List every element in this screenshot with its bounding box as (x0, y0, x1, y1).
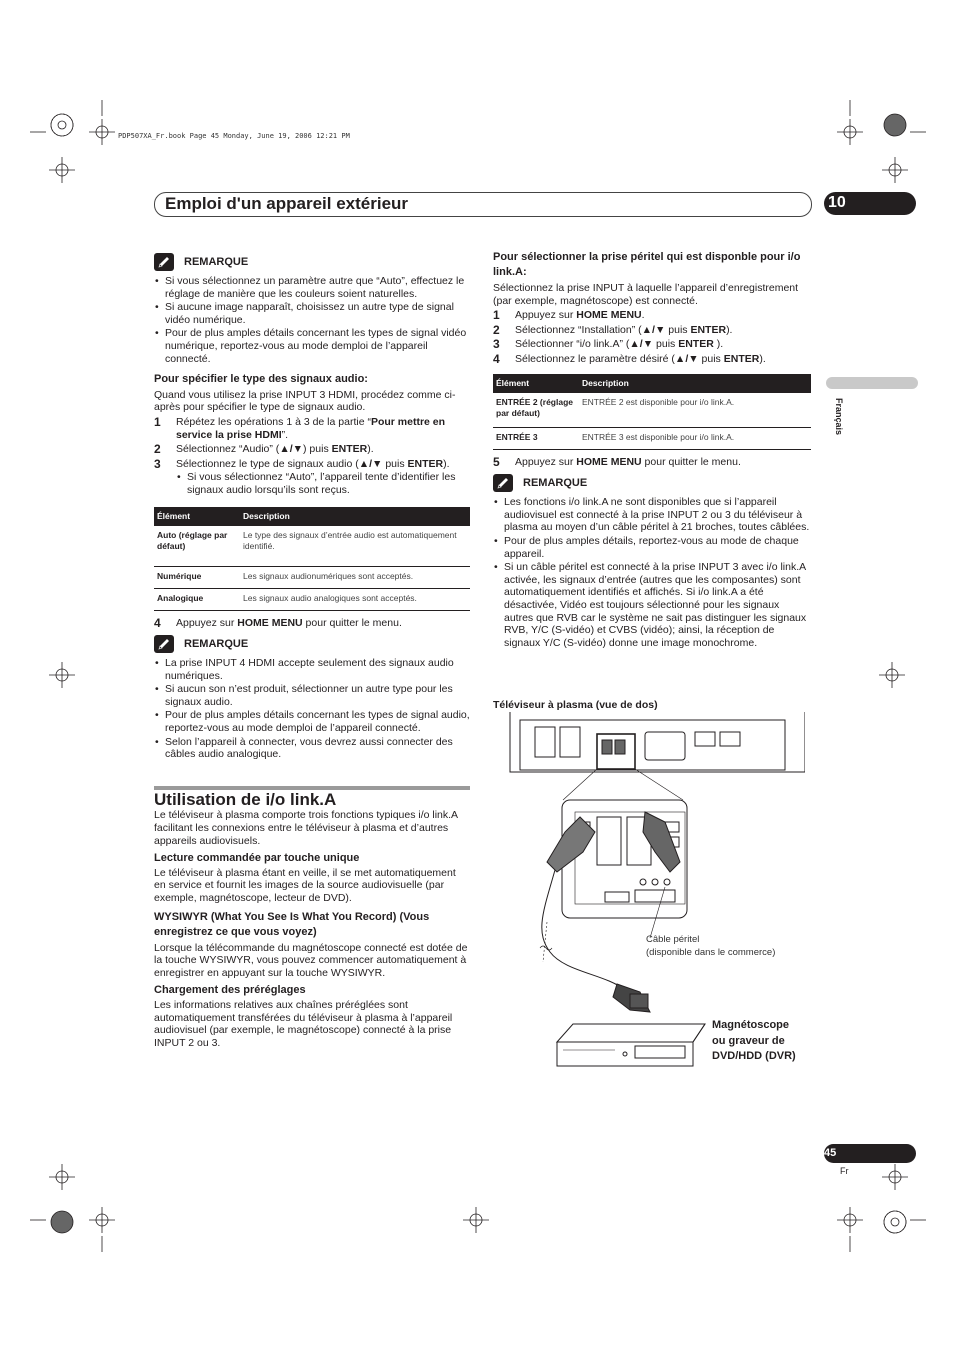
list-item: • Si aucune image napparaît, choisissez un autre type de signal vidéo numérique. (154, 301, 470, 326)
step-text-mid: puis (382, 457, 408, 470)
pencil-icon (154, 253, 174, 271)
step (154, 416, 470, 441)
step (493, 456, 811, 469)
list-item: • Si vous sélectionnez un paramètre autre que “Auto”, effectuez le réglage de manière que les couleurs soient naturelles. (154, 275, 470, 300)
step-text-mid: ) puis (303, 443, 332, 456)
step-text-mid: puis (665, 323, 691, 336)
step-text (176, 617, 470, 630)
scart-heading: Pour sélectionner la prise péritel qui est disponble pour i/o link.A: (493, 251, 801, 278)
arrow-keys-icon: ▲/▼ (641, 323, 666, 336)
feature-text: Les informations relatives aux chaînes préréglées sont automatiquement transférées du téléviseur à plasma à l’appareil audiovisuel (par exemple, le magnétoscope) connecté à la prise INPUT 2 ou 3. (154, 998, 453, 1049)
arrow-keys-icon: ▲/▼ (674, 352, 699, 365)
feature-title: Lecture commandée par touche unique (154, 852, 360, 865)
step-text-a: Répétez les opérations 1 à 3 de la partie “ (176, 415, 371, 428)
list-item: • Pour de plus amples détails concernant les types de signal vidéo numérique, reportez-vous au mode demploi de l’appareil connecté. (154, 327, 470, 365)
step-number: 1 (493, 308, 500, 323)
table-header: Description (240, 507, 470, 526)
list-item: • Si un câble péritel est connecté à la prise INPUT 3 avec i/o link.A activée, les signaux d’entrée (autres que les composantes) sont automatiquement identifiés et affichés. Si i/o link.A a été désactivée, Vidéo est toujours sélectionné pour les signaux autres que RVB car le système ne sait pas distinguer les signaux RVB, Y/C (S-vidéo) et CVBS (vidéo); ainsi, la réception de signaux Y/C (S-vidéo) donne une image monochrome. (493, 561, 811, 649)
cable-label (646, 934, 775, 959)
table-cell: Les signaux audionumériques sont acceptés. (240, 566, 470, 588)
step-number: 5 (493, 454, 500, 469)
note-label: REMARQUE (184, 255, 249, 268)
step-text-bold: Pour mettre en service la prise HDMI (176, 415, 446, 441)
table-cell: ENTRÉE 3 est disponible pour i/o link.A. (579, 427, 811, 449)
table-row (154, 566, 470, 588)
table-row (154, 526, 470, 567)
step-sub-list (176, 471, 470, 496)
side-language (826, 398, 850, 448)
step-text-a: Sélectionner “i/o link.A” ( (515, 338, 630, 351)
key-name: ENTER (407, 457, 444, 470)
print-info: PDP507XA_Fr.book Page 45 Monday, June 19, 2006 12:21 PM (118, 132, 350, 140)
cable-label-line: Câble péritel (646, 934, 700, 945)
key-name: HOME MENU (576, 309, 642, 322)
step-number: 2 (493, 322, 500, 337)
list-item: • Selon l’appareil à connecter, vous devrez aussi connecter des câbles audio analogique. (154, 736, 470, 761)
arrow-keys-icon: ▲/▼ (358, 457, 383, 470)
table-header: Description (579, 374, 811, 393)
step-text-a: Sélectionnez le paramètre désiré ( (515, 352, 675, 365)
key-name: ENTER (331, 443, 368, 456)
step (493, 338, 811, 351)
step-text (176, 443, 470, 456)
step-text-a: Sélectionnez “Audio” ( (176, 443, 280, 456)
step-number: 1 (154, 414, 161, 429)
scart-intro: Sélectionnez la prise INPUT à laquelle l’appareil d’enregistrement (par exemple, magnétoscope) est connecté. (493, 282, 799, 307)
arrow-keys-icon: ▲/▼ (279, 443, 304, 456)
audio-intro: Quand vous utilisez la prise INPUT 3 HDMI, procédez comme ci-après pour spécifier le type de signaux audio. (154, 388, 456, 414)
tv-diagram-caption: Téléviseur à plasma (vue de dos) (493, 699, 658, 711)
step-text-end: ). (759, 352, 766, 365)
table-cell: Numérique (154, 566, 240, 588)
page-language-code: Fr (840, 1166, 849, 1176)
note-label: REMARQUE (523, 476, 588, 489)
step (493, 353, 811, 366)
step-text (515, 324, 811, 337)
device-label-line: Magnétoscope (712, 1019, 790, 1031)
step (154, 443, 470, 456)
input-table (493, 374, 811, 450)
list-item: • Pour de plus amples détails concernant les types de signal audio, reportez-vous au mode demploi de l’appareil connecté. (154, 709, 470, 734)
table-row (493, 427, 811, 449)
step-text (515, 456, 811, 469)
step-number: 4 (493, 351, 500, 366)
feature-text: Le téléviseur à plasma étant en veille, il se met automatiquement en service et fournit les images de la source audiovisuelle (par exemple, magnétoscope, lecteur de DVD). (154, 866, 456, 904)
step-text-end: pour quitter le menu. (641, 455, 741, 468)
chapter-title: Emploi d'un appareil extérieur (165, 194, 409, 213)
step-text-mid: puis (653, 338, 679, 351)
key-name: ENTER (678, 338, 714, 351)
pencil-icon (154, 635, 174, 653)
step-number: 2 (154, 442, 161, 457)
table-header: Élément (154, 507, 240, 526)
table-cell: Le type des signaux d’entrée audio est automatiquement identifié. (240, 526, 470, 567)
list-item: • Les fonctions i/o link.A ne sont disponibles que si l’appareil audiovisuel est connecté à la prise INPUT 2 ou 3 du téléviseur à plasma au moyen d’un câble péritel à 21 broches, toutes câblées. (493, 496, 811, 534)
section-title: Utilisation de i/o link.A (154, 786, 470, 807)
device-label-line: DVD/HDD (DVR) (712, 1050, 796, 1062)
note-list (493, 496, 811, 649)
side-language-label: Français (834, 398, 844, 436)
chapter-header (154, 192, 812, 217)
key-name: ENTER (690, 323, 727, 336)
step-text (515, 338, 811, 351)
note-header (493, 473, 811, 493)
audio-type-table (154, 507, 470, 611)
step-text-a: Sélectionnez le type de signaux audio ( (176, 457, 359, 470)
step-text-a: Appuyez sur (176, 616, 238, 629)
step-text-c: ”. (281, 428, 289, 441)
step-number: 4 (154, 615, 161, 630)
audio-heading: Pour spécifier le type des signaux audio: (154, 373, 368, 386)
step-text-end: ). (443, 457, 450, 470)
step (493, 309, 811, 322)
step-text-end: ). (713, 338, 724, 351)
list-item: • La prise INPUT 4 HDMI accepte seulement des signaux audio numériques. (154, 657, 470, 682)
device-label (712, 1018, 796, 1065)
step-text-end: . (641, 309, 645, 322)
step-text (515, 353, 811, 366)
table-cell: Analogique (154, 588, 240, 610)
device-label-line: ou graveur de (712, 1034, 785, 1047)
feature-text: Lorsque la télécommande du magnétoscope connecté est dotée de la touche WYSIWYR, vous pouvez commencer automatiquement à enregistrer en appuyant sur la touche WYSIWYR. (154, 941, 468, 979)
chapter-number-tab (824, 192, 916, 215)
language-tab (826, 377, 918, 389)
key-name: HOME MENU (237, 616, 303, 629)
feature-title: WYSIWYR (What You See Is What You Record) (Vous enregistrez ce que vous voyez) (154, 910, 430, 938)
list-item: • Si vous sélectionnez “Auto”, l’appareil tente d’identifier les signaux audio lorsqu’ils sont reçus. (176, 471, 470, 496)
note-list (154, 657, 470, 761)
note-list (154, 275, 470, 365)
step-text-mid: puis (698, 352, 724, 365)
step (154, 617, 470, 630)
step-text-a: Appuyez sur (515, 455, 577, 468)
page-number-tab (824, 1144, 916, 1163)
step-text-end: ). (726, 323, 733, 336)
step-number: 3 (493, 337, 500, 352)
step-text-a: Appuyez sur (515, 309, 577, 322)
chapter-number: 10 (828, 194, 846, 211)
right-column (493, 250, 811, 650)
arrow-keys-icon: ▲/▼ (629, 338, 654, 351)
table-cell: ENTRÉE 2 est disponible pour i/o link.A. (579, 393, 811, 428)
section-intro: Le téléviseur à plasma comporte trois fonctions typiques i/o link.A facilitant les connexions entre le téléviseur à plasma et d’autres appareils audiovisuels. (154, 809, 458, 847)
key-name: HOME MENU (576, 455, 642, 468)
step-text-end: ). (367, 443, 374, 456)
note-header (154, 634, 470, 654)
key-name: ENTER (723, 352, 760, 365)
table-cell: Les signaux audio analogiques sont acceptés. (240, 588, 470, 610)
pencil-icon (493, 474, 513, 492)
cable-label-sub: (disponible dans le commerce) (646, 946, 776, 958)
step-text-a: Sélectionnez “Installation” ( (515, 323, 642, 336)
feature-title: Chargement des préréglages (154, 984, 306, 997)
step-number: 3 (154, 456, 161, 471)
table-cell: ENTRÉE 2 (réglage par défaut) (493, 393, 579, 428)
page-number: 45 (824, 1147, 837, 1159)
table-row (493, 393, 811, 428)
step (154, 458, 470, 471)
step-text (176, 458, 470, 471)
step-text-end: pour quitter le menu. (302, 616, 402, 629)
list-item: • Si aucun son n’est produit, sélectionner un autre type pour les signaux audio. (154, 683, 470, 708)
list-item: • Pour de plus amples détails, reportez-vous au mode de chaque appareil. (493, 535, 811, 560)
table-cell: ENTRÉE 3 (493, 427, 579, 449)
table-header: Élément (493, 374, 579, 393)
table-row (154, 588, 470, 610)
note-header (154, 252, 470, 272)
table-cell: Auto (réglage par défaut) (154, 526, 240, 567)
step-text (176, 416, 470, 441)
step (493, 324, 811, 337)
step-text (515, 309, 811, 322)
note-label: REMARQUE (184, 637, 249, 650)
left-column (154, 252, 470, 1049)
